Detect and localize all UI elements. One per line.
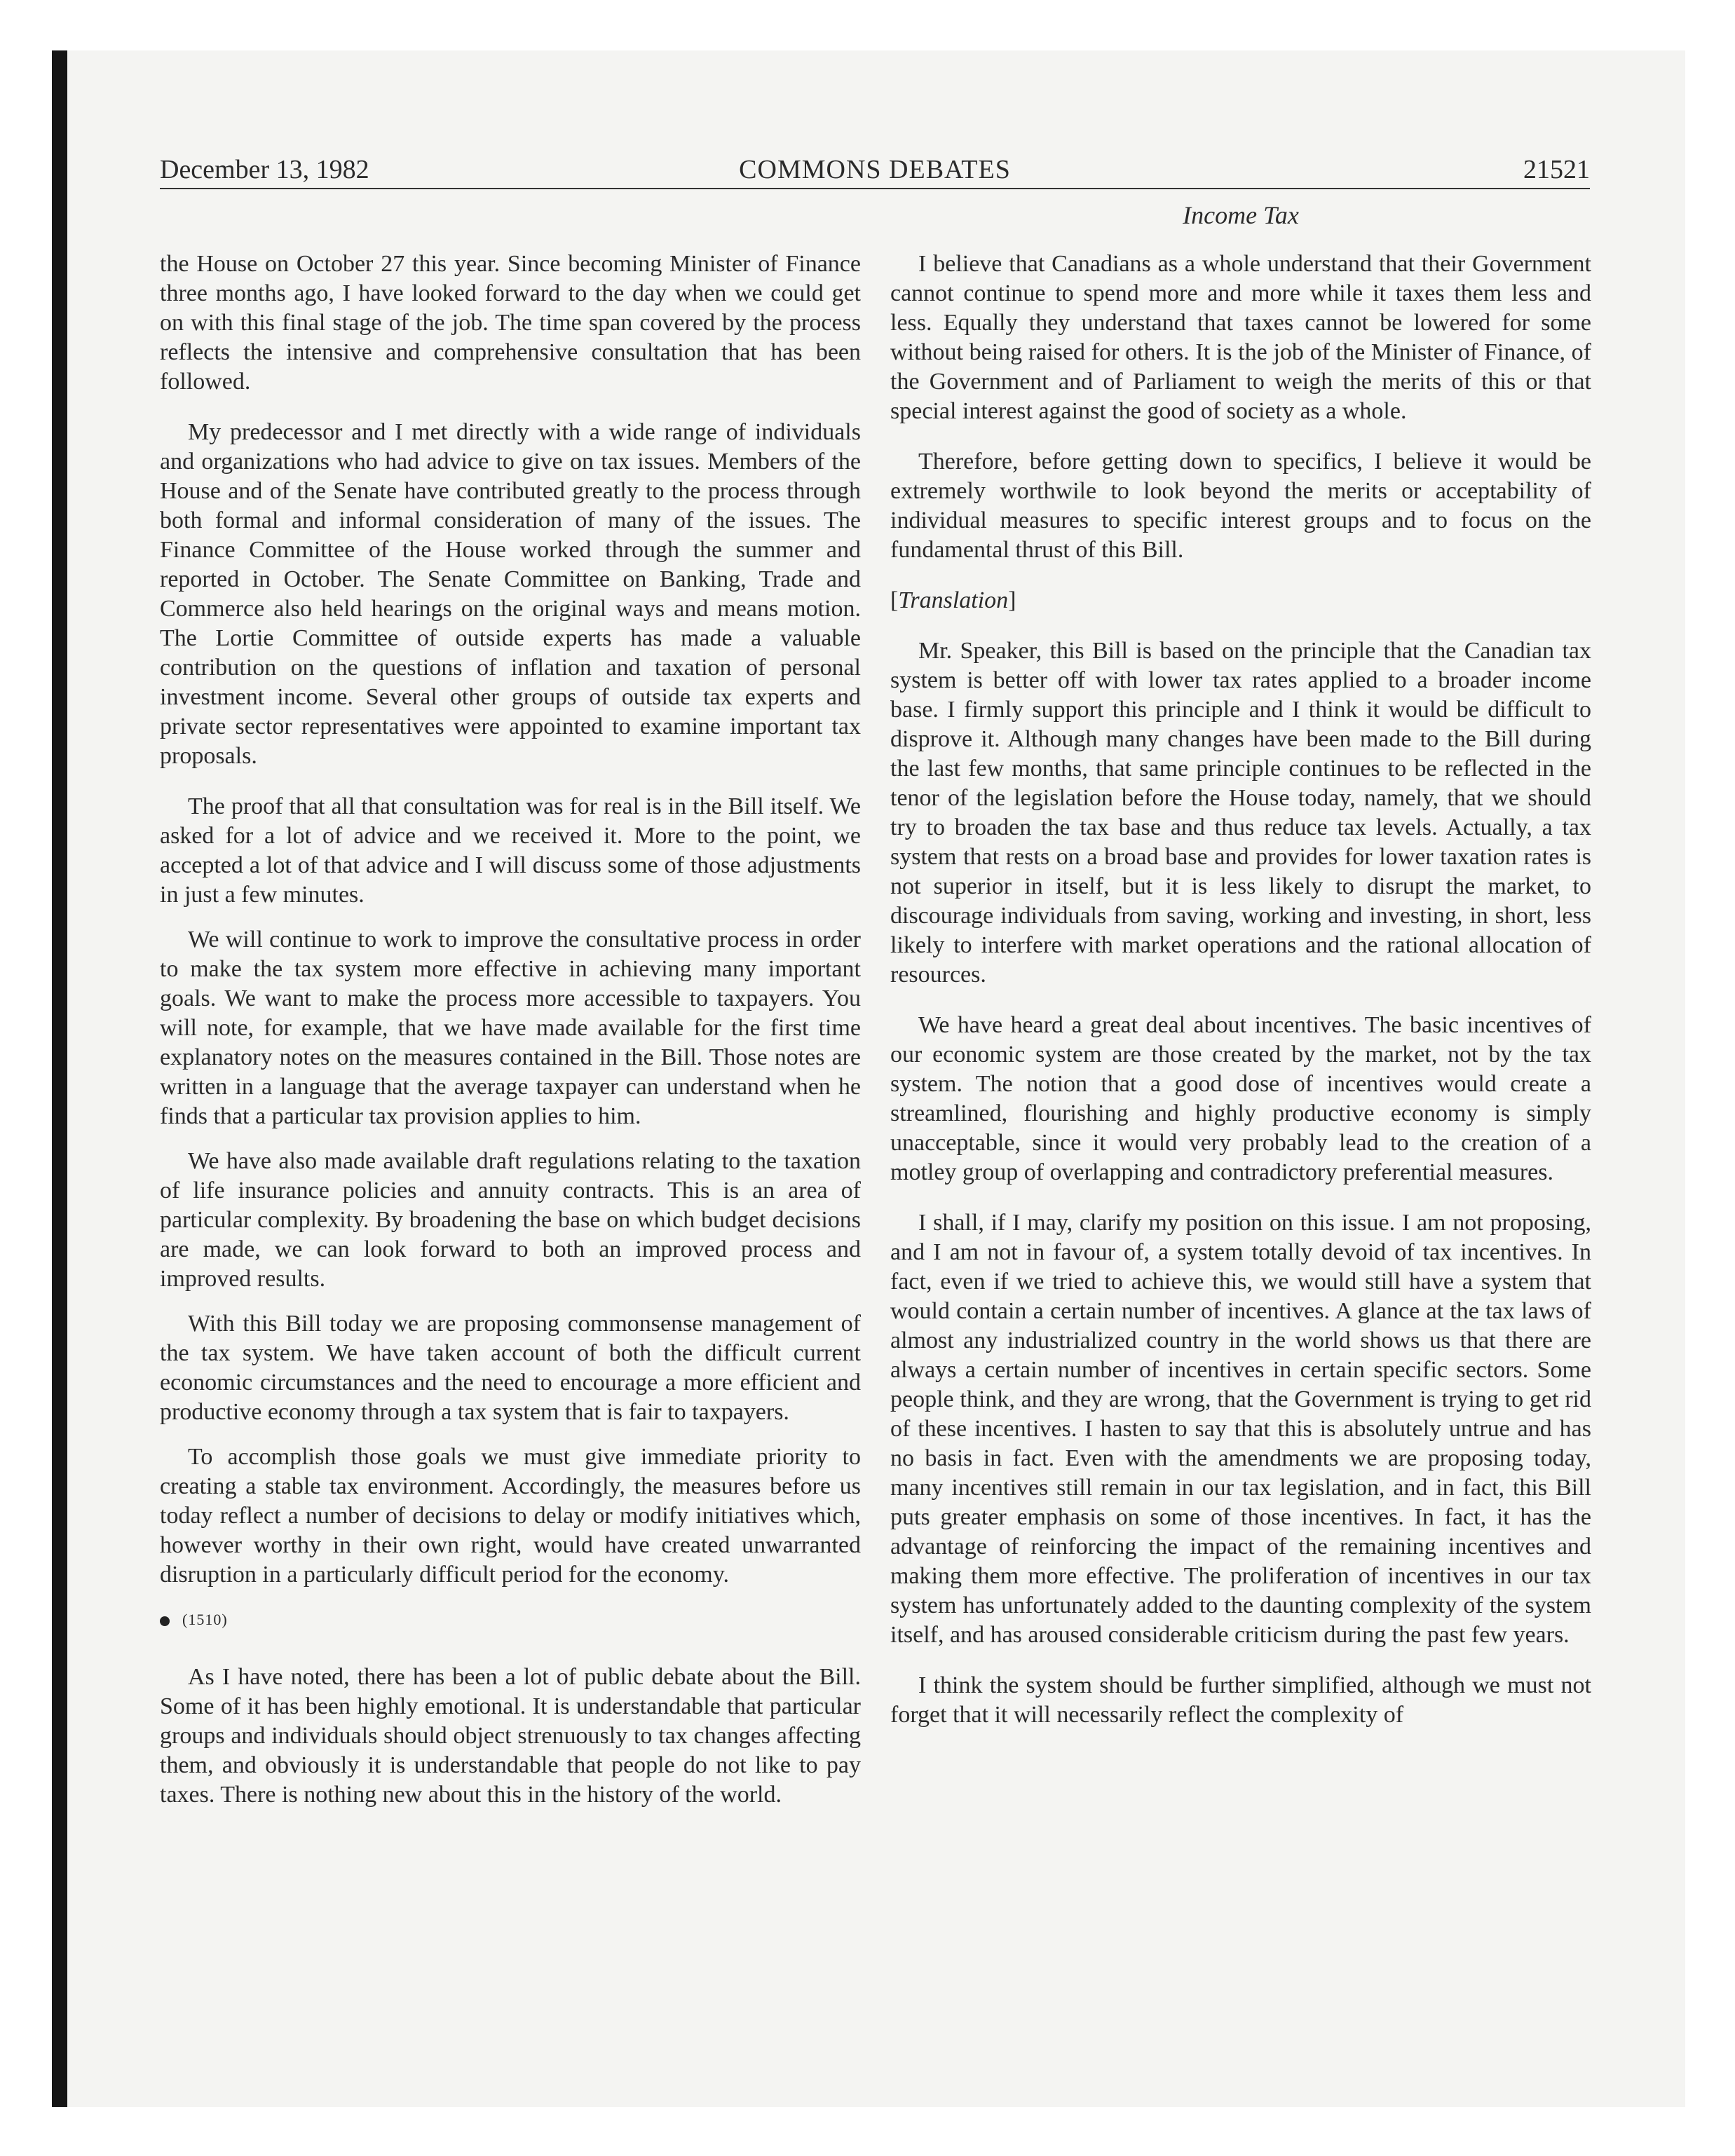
section-title: Income Tax [1183, 201, 1299, 229]
paragraph: Mr. Speaker, this Bill is based on the principle that the Canadian tax system is better off with lower tax rates applied to a broader income base. I firmly support this principle and I think it would be difficult to disprove it. Although many changes have been made to the Bill during the last few months, that same principle continues to be reflected in the tenor of the legislation before the House today, namely, that we should try to broaden the tax base and thus reduce tax levels. Actually, a tax system that rests on a broad base and provides for lower taxation rates is not superior in itself, but it is less likely to disrupt the market, to discourage individuals from saving, working and investing, in short, less likely to interfere with market operations and the rational allocation of resources. [890, 638, 1591, 988]
paragraph: We have also made available draft regulations relating to the taxation of life insurance policies and annuity contracts. This is an area of particular complexity. By broadening the base on which budget decisions are made, we can look forward to both an improved process and improved results. [160, 1148, 861, 1292]
paragraph: I shall, if I may, clarify my position on this issue. I am not proposing, and I am not in favour of, a system totally devoid of tax incentives. In fact, even if we tried to achieve this, we would still have a system that would contain a certain number of incentives. A glance at the tax laws of almost any industrialized country in the world shows us that there are always a certain number of incentives in certain specific sectors. Some people think, and they are wrong, that the Government is trying to get rid of these incentives. I hasten to say that this is absolutely untrue and has no basis in fact. Even with the amendments we are proposing today, many incentives still remain in our tax legislation, and in fact, this Bill puts greater emphasis on some of those incentives. In fact, it has the advantage of reinforcing the impact of the remaining incentives and making them more effective. The proliferation of incentives in our tax system has unfortunately added to the daunting complexity of the system itself, and has aroused considerable criticism during the past few years. [890, 1210, 1591, 1648]
header-date: December 13, 1982 [160, 155, 369, 184]
bracket-close: ] [1008, 587, 1016, 613]
paragraph: With this Bill today we are proposing commonsense management of the tax system. We have taken account of both the difficult current economic circumstances and the need to encourage a more efficient and productive economy through a tax system that is fair to taxpayers. [160, 1311, 861, 1425]
right-column [890, 250, 1591, 1751]
paragraph: To accomplish those goals we must give immediate priority to creating a stable tax environment. Accordingly, the measures before us today reflect a number of decisions to delay or modify initiatives which, however worthy in their own right, would have created unwarranted disruption in a particularly difficult period for the economy. [160, 1444, 861, 1588]
time-marker [160, 1605, 861, 1635]
paragraph: Therefore, before getting down to specifics, I believe it would be extremely worthwile to look beyond the merits or acceptability of individual measures to specific interest groups and to focus on the fundamental thrust of this Bill. [890, 449, 1591, 563]
time-marker-text: (1510) [182, 1611, 228, 1628]
header-title: COMMONS DEBATES [739, 155, 1011, 184]
left-column [160, 250, 861, 1831]
bracket-open: [ [890, 587, 899, 613]
paragraph: The proof that all that consultation was for real is in the Bill itself. We asked for a lot of advice and we received it. More to the point, we accepted a lot of that advice and I will discuss some of those adjustments in just a few minutes. [160, 793, 861, 908]
scan-edge-shadow [52, 50, 67, 2107]
paragraph: As I have noted, there has been a lot of public debate about the Bill. Some of it has been highly emotional. It is understandable that particular groups and individuals should object strenuously to tax changes affecting them, and obviously it is understandable that people do not like to pay taxes. There is nothing new about this in the history of the world. [160, 1664, 861, 1808]
header-page-number: 21521 [1523, 155, 1590, 184]
paragraph: We have heard a great deal about incentives. The basic incentives of our economic system are those created by the market, not by the tax system. The notion that a good dose of incentives would create a streamlined, flourishing and highly productive economy is simply unacceptable, since it would very probably lead to the creation of a motley group of overlapping and contradictory preferential measures. [890, 1012, 1591, 1185]
paragraph: the House on October 27 this year. Since becoming Minister of Finance three months ago, I have looked forward to the day when we could get on with this final stage of the job. The time span covered by the process reflects the intensive and comprehensive consultation that has been followed. [160, 251, 861, 395]
page-header [160, 151, 1590, 189]
paragraph: I believe that Canadians as a whole understand that their Government cannot continue to spend more and more while it taxes them less and less. Equally they understand that taxes cannot be lowered for some without being raised for others. It is the job of the Minister of Finance, of the Government and of Parliament to weigh the merits of this or that special interest against the good of society as a whole. [890, 251, 1591, 424]
bullet-icon [160, 1616, 170, 1626]
paragraph: My predecessor and I met directly with a wide range of individuals and organizations who had advice to give on tax issues. Members of the House and of the Senate have contributed greatly to the process through both formal and informal consideration of many of the issues. The Finance Committee of the House worked through the summer and reported in October. The Senate Committee on Banking, Trade and Commerce also held hearings on the original ways and means motion. The Lortie Committee of outside experts has made a valuable contribution on the questions of inflation and taxation of personal investment income. Several other groups of outside tax experts and private sector representatives were appointed to examine important tax proposals. [160, 419, 861, 769]
paragraph: I think the system should be further simplified, although we must not forget that it will necessarily reflect the complexity of [890, 1672, 1591, 1728]
translation-note [890, 586, 1591, 615]
paragraph: We will continue to work to improve the consultative process in order to make the tax system more effective in achieving many important goals. We want to make the process more accessible to taxpayers. You will note, for example, that we have made available for the first time explanatory notes on the measures contained in the Bill. Those notes are written in a language that the average taxpayer can understand when he finds that a particular tax provision applies to him. [160, 927, 861, 1129]
translation-label: Translation [898, 587, 1009, 613]
